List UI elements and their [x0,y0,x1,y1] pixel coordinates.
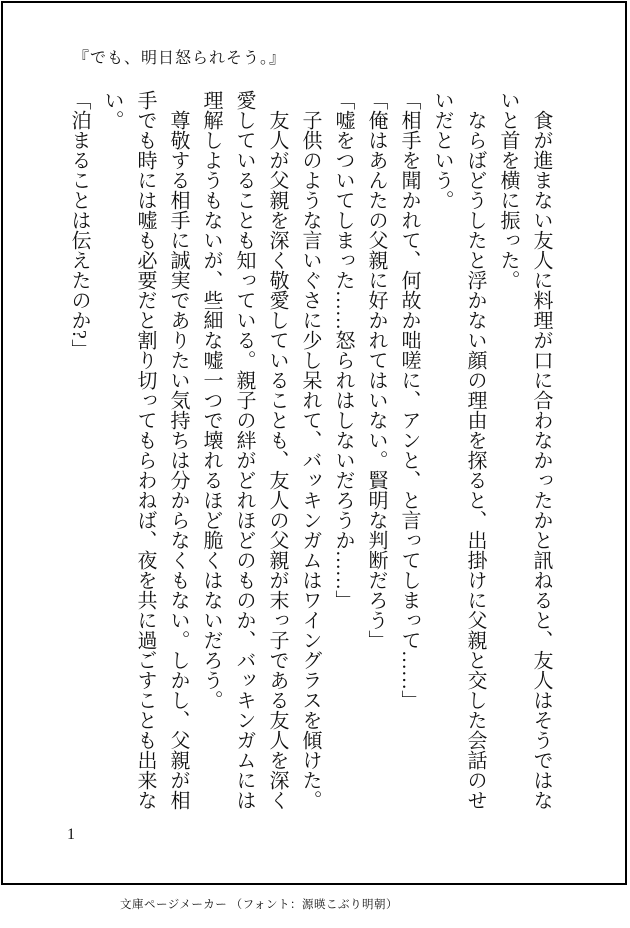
text-line: 理解しようもないが、些細な嘘一つで壊れるほど脆くはないだろう。 [200,90,222,710]
text-line: 「相手を聞かれて、何故か咄嗟に、アンと、と言ってしまって……」 [398,90,420,710]
vertical-text-body [62,90,557,822]
text-line: 友人が父親を深く敬愛していることも、友人の父親が末っ子である友人を深く [266,90,288,810]
page-number: 1 [67,826,75,843]
text-line: 「泊まることは伝えたのか?」 [68,90,90,359]
page-border [1,1,627,885]
text-line: 尊敬する相手に誠実でありたい気持ちは分からなくもない。しかし、父親が相 [167,90,189,810]
text-line: 「嘘をついてしまった……怒られはしないだろうか……」 [332,90,354,610]
text-line: いだという。 [431,90,453,210]
text-line: 食が進まない友人に料理が口に合わなかったかと訊ねると、友人はそうではな [530,90,552,810]
text-line: いと首を横に振った。 [497,90,519,290]
text-line: ならばどうしたと浮かない顔の理由を探ると、出掛けに父親と交した会話のせ [464,90,486,810]
text-line: 「俺はあんたの父親に好かれてはいない。賢明な判断だろう」 [365,90,387,650]
text-line: 愛していることも知っている。親子の絆がどれほどのものか、バッキンガムには [233,90,255,810]
footer-caption: 文庫ページメーカー （フォント：源暎こぶり明朝） [120,899,398,911]
text-line: 手でも時には嘘も必要だと割り切ってもらわねば、夜を共に過ごすことも出来な [134,90,156,810]
text-line: い。 [101,90,123,130]
text-line: 子供のような言いぐさに少し呆れて、バッキンガムはワイングラスを傾けた。 [299,90,321,810]
page-title: 『でも、明日怒られそう。』 [73,50,287,67]
